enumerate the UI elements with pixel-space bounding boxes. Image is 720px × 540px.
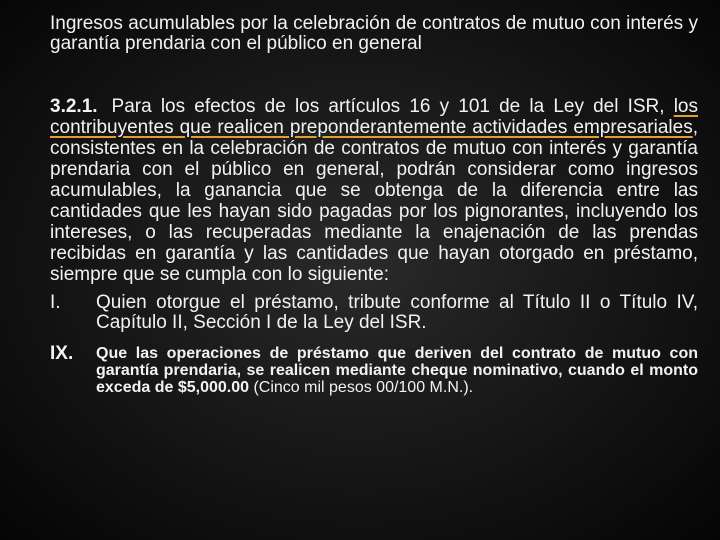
list-item-i <box>50 293 698 333</box>
slide-content <box>50 14 698 396</box>
rule-text-before: Para los efectos de los artículos 16 y 101 de la Ley del ISR, <box>111 96 674 117</box>
list-item-normal-text: (Cinco mil pesos 00/100 M.N.). <box>249 379 474 396</box>
slide-title: Ingresos acumulables por la celebración de contratos de mutuo con interés y garantía prendaria con el público en general <box>50 13 698 54</box>
rule-text-after: , consistentes en la celebración de contratos de mutuo con interés y garantía prendaria con el público en general, podrán considerar como ingresos acumulables, la ganancia que se obtenga de la diferencia entre las cantidades que les hayan sido pagadas por los pignorantes, incluyendo los intereses, o las recuperadas mediante la enajenación de las prendas recibidas en garantía y las cantidades que hayan otorgado en préstamo, siempre que se cumpla con lo siguiente: <box>50 117 698 285</box>
list-item-ix <box>50 345 698 396</box>
list-item-text: Quien otorgue el préstamo, tribute conforme al Título II o Título IV, Capítulo II, Sección I de la Ley del ISR. <box>96 292 698 333</box>
rule-underlined-text: los contribuyentes que realicen preponderantemente actividades empresariales <box>50 96 698 138</box>
list-marker: IX. <box>50 343 74 364</box>
list-marker: I. <box>50 292 61 313</box>
rule-number: 3.2.1. <box>50 96 98 117</box>
rule-paragraph <box>50 96 698 285</box>
list-item-bold-text: Que las operaciones de préstamo que deriven del contrato de mutuo con garantía prendaria, se realicen mediante cheque nominativo, cuando el monto exceda de $5,000.00 <box>96 345 698 396</box>
list-item-text <box>96 345 698 396</box>
